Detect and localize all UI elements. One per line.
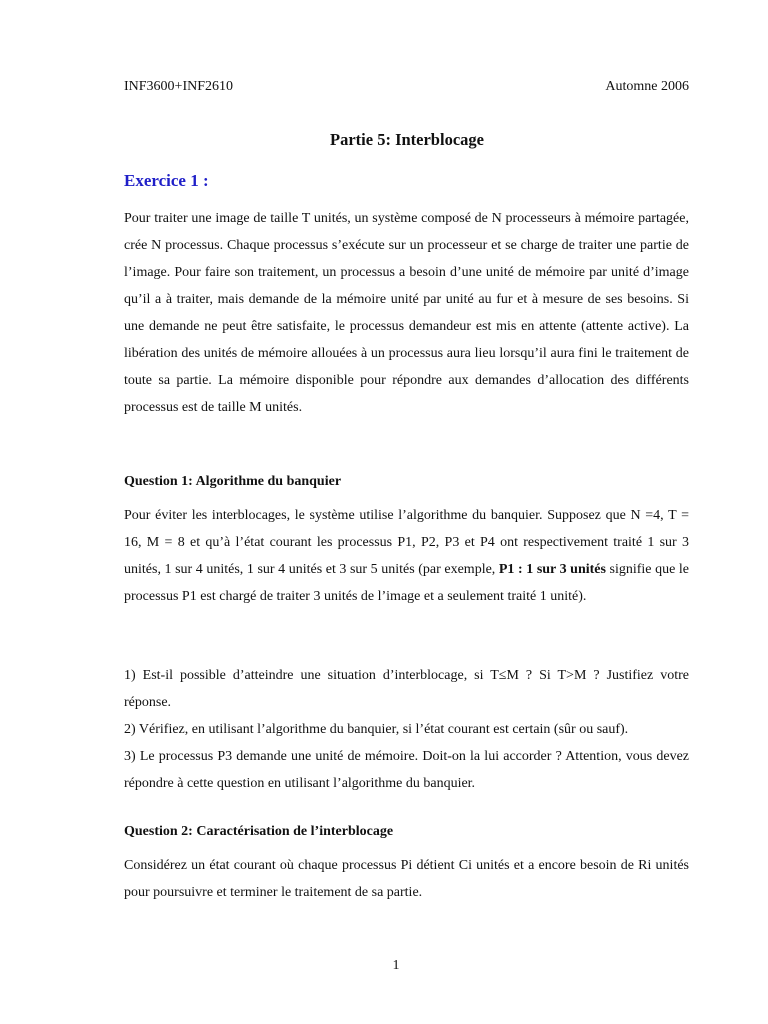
question1-paragraph [124, 502, 689, 610]
question2-paragraph: Considérez un état courant où chaque processus Pi détient Ci unités et a encore besoin de Ri unités pour poursuivre et terminer le traitement de sa partie. [124, 858, 689, 900]
exercise-heading: Exercice 1 : [124, 171, 209, 190]
question1-text-before: Pour éviter les interblocages, le système utilise l’algorithme du banquier. Supposez que N =4, T = 16, M = 8 et qu’à l’état courant les processus P1, P2, P3 et P4 ont respectivement traité 1 sur 3 unités, 1 sur 4 unités, 1 sur 4 unités et 3 sur 5 unités (par exemple, [124, 508, 689, 577]
question2-heading: Question 2: Caractérisation de l’interblocage [124, 824, 394, 839]
intro-paragraph: Pour traiter une image de taille T unités, un système composé de N processeurs à mémoire partagée, crée N processus. Chaque processus s’exécute sur un processeur et se charge de traiter une partie de l’image. Pour faire son traitement, un processus a besoin d’une unité de mémoire par unité d’image qu’il a à traiter, mais demande de la mémoire unité par unité au fur et à mesure de ses besoins. Si une demande ne peut être satisfaite, le processus demandeur est mis en attente (attente active). La libération des unités de mémoire allouées à un processus aura lieu lorsqu’il aura fini le traitement de toute sa partie. La mémoire disponible pour répondre aux demandes d’allocation des différents processus est de taille M unités. [124, 211, 689, 415]
question1-items [124, 662, 689, 797]
question1-item-3: 3) Le processus P3 demande une unité de mémoire. Doit-on la lui accorder ? Attention, vous devez répondre à cette question en utilisant l’algorithme du banquier. [124, 749, 689, 791]
question1-item-2: 2) Vérifiez, en utilisant l’algorithme du banquier, si l’état courant est certain (sûr ou sauf). [124, 722, 629, 737]
question1-heading: Question 1: Algorithme du banquier [124, 474, 342, 489]
page-title: Partie 5: Interblocage [330, 130, 484, 149]
question1-item-1: 1) Est-il possible d’atteindre une situation d’interblocage, si T≤M ? Si T>M ? Justifiez votre réponse. [124, 668, 689, 710]
term-label: Automne 2006 [605, 79, 689, 94]
course-code: INF3600+INF2610 [124, 79, 234, 94]
question1-example-bold: P1 : 1 sur 3 unités [498, 562, 606, 577]
question1-text-after: signifie que le processus P1 est chargé de traiter 3 unités de l’image et a seulement traité 1 unité). [124, 562, 689, 604]
page-number: 1 [392, 958, 400, 973]
